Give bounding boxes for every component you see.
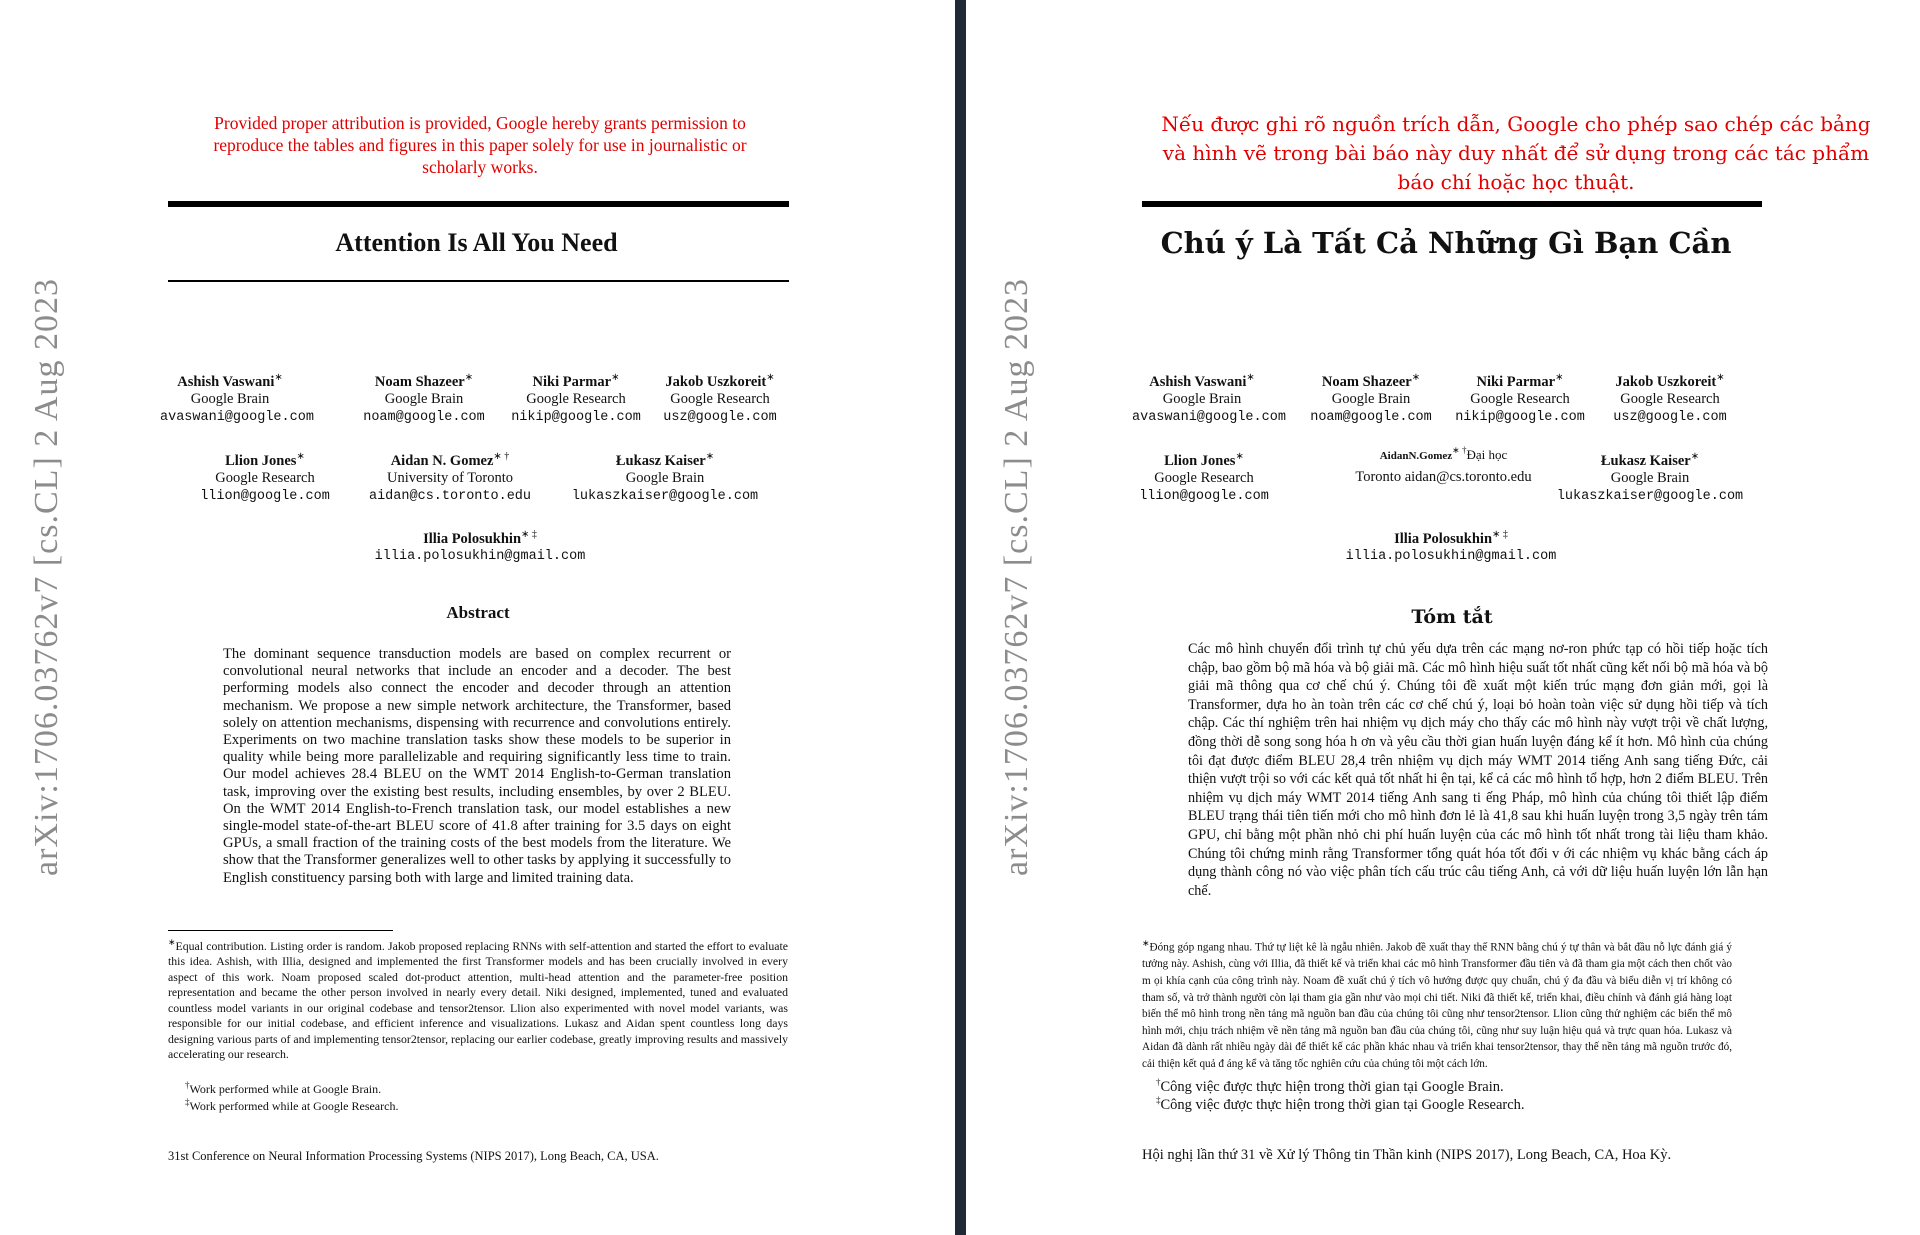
author-block: Niki Parmar∗ Google Research nikip@google.com [511, 372, 641, 425]
arxiv-stamp: arXiv:1706.03762v7 [cs.CL] 2 Aug 2023 [28, 278, 65, 876]
arxiv-stamp: arXiv:1706.03762v7 [cs.CL] 2 Aug 2023 [998, 278, 1035, 876]
footnote-contribution: ∗Equal contribution. Listing order is random. Jakob proposed replacing RNNs with self-attention and started the effort to evaluate this idea. Ashish, with Illia, designed and implemented the first Transformer models and has been crucially involved in every aspect of this work. Noam proposed scaled dot-product attention, multi-head attention and the parameter-free position representation and became the other person involved in nearly every detail. Niki designed, implemented, tuned and evaluated countless model variants in our original codebase and tensor2tensor. Llion also experimented with novel model variants, was responsible for our initial codebase, and efficient inference and visualizations. Lukasz and Aidan spent countless long days designing various parts of and implementing tensor2tensor, replacing our earlier codebase, greatly improving results and massively accelerating our research. [168, 937, 788, 1062]
author-block: Łukasz Kaiser∗ Google Brain lukaszkaiser@google.com [1556, 451, 1744, 504]
abstract-heading: Abstract [446, 603, 510, 622]
author-block: Llion Jones∗ Google Research llion@google.com [1139, 451, 1269, 504]
author-block: Jakob Uszkoreit∗ Google Research usz@google.com [663, 372, 777, 425]
conference-line: Hội nghị lần thứ 31 về Xử lý Thông tin Thần kinh (NIPS 2017), Long Beach, CA, Hoa Kỳ. [1142, 1147, 1672, 1163]
author-block: Noam Shazeer∗ Google Brain noam@google.com [1310, 372, 1432, 425]
permission-notice: Provided proper attribution is provided, Google hereby grants permission to reproduce the tables and figures in this paper solely for use in journalistic or scholarly works. [213, 113, 747, 177]
conference-line: 31st Conference on Neural Information Processing Systems (NIPS 2017), Long Beach, CA, USA. [168, 1149, 659, 1163]
footnote-ddagger: ‡Work performed while at Google Research. [185, 1097, 399, 1113]
abstract-body: The dominant sequence transduction models are based on complex recurrent or convolutional neural networks that include an encoder and a decoder. The best performing models also connect the encoder and decoder through an attention mechanism. We propose a new simple network architecture, the Transformer, based solely on attention mechanisms, dispensing with recurrence and convolutions entirely. Experiments on two machine translation tasks show these models to be superior in quality while being more parallelizable and requiring significantly less time to train. Our model achieves 28.4 BLEU on the WMT 2014 English-to-German translation task, improving over the existing best results, including ensembles, by over 2 BLEU. On the WMT 2014 English-to-French translation task, our model establishes a new single-model state-of-the-art BLEU score of 41.8 after training for 3.5 days on eight GPUs, a small fraction of the training costs of the best models from the literature. We show that the Transformer generalizes well to other tasks by applying it successfully to English constituency parsing both with large and limited training data. [223, 646, 731, 886]
original-paper-page [0, 0, 955, 1235]
author-block: Llion Jones∗ Google Research llion@google.com [200, 451, 330, 504]
footnote-rule [168, 930, 393, 931]
author-block: Niki Parmar∗ Google Research nikip@google.com [1455, 372, 1585, 425]
author-block: Illia Polosukhin∗ ‡ illia.polosukhin@gmail.com [374, 529, 586, 565]
paper-title: Attention Is All You Need [335, 228, 618, 257]
author-block: Noam Shazeer∗ Google Brain noam@google.com [363, 372, 485, 425]
paper-title: Chú ý Là Tất Cả Những Gì Bạn Cần [1160, 226, 1732, 260]
author-block: Ashish Vaswani∗ Google Brain avaswani@google.com [160, 372, 314, 425]
footnote-dagger: †Work performed while at Google Brain. [185, 1080, 382, 1096]
footnote-dagger: †Công việc được thực hiện trong thời gian tại Google Brain. [1156, 1077, 1504, 1095]
abstract-heading: Tóm tắt [1411, 606, 1493, 628]
author-block: Łukasz Kaiser∗ Google Brain lukaszkaiser@google.com [571, 451, 759, 504]
author-block: Aidan N. Gomez∗ † University of Toronto aidan@cs.toronto.edu [368, 451, 532, 504]
page-divider [955, 0, 966, 1235]
abstract-body: Các mô hình chuyển đổi trình tự chủ yếu dựa trên các mạng nơ-ron phức tạp có hồi tiếp hoặc tích chập, bao gồm bộ mã hóa và bộ giải mã. Các mô hình hiệu suất tốt nhất cũng kết nối bộ mã hóa và bộ giải mã thông qua cơ chế chú ý. Chúng tôi đề xuất một kiến trúc mạng đơn giản mới, gọi là Transformer, dựa ho àn toàn trên các cơ chế chú ý, loại bỏ hoàn toàn việc sử dụng hồi tiếp và tích chập. Các thí nghiệm trên hai nhiệm vụ dịch máy cho thấy các mô hình này vượt trội về chất lượng, đồng thời dễ song song hóa h ơn và yêu cầu thời gian huấn luyện đáng kể ít hơn. Mô hình của chúng tôi đạt được điểm BLEU 28,4 trên nhiệm vụ dịch máy WMT 2014 tiếng Anh sang tiếng Đức, cải thiện vượt trội so với các kết quả tốt nhất hi ện tại, kể cả các mô hình tổ hợp, hơn 2 điểm BLEU. Trên nhiệm vụ dịch máy WMT 2014 tiếng Anh sang ti ếng Pháp, mô hình của chúng tôi thiết lập điểm BLEU trạng thái tiên tiến mới cho mô hình đơn lẻ là 41,8 sau khi huấn luyện trong 3,5 ngày trên tám GPU, chỉ bằng một phần nhỏ chi phí huấn luyện của các mô hình tốt nhất trong tài liệu tham khảo. Chúng tôi chứng minh rằng Transformer tổng quát hóa tốt đối v ới các nhiệm vụ khác bằng cách áp dụng thành công nó vào việc phân tích cấu trúc câu tiếng Anh, cả với dữ liệu huấn luyện lớn lẫn hạn chế. [1188, 641, 1768, 899]
translated-paper-page [966, 0, 1920, 1235]
author-block: Illia Polosukhin∗ ‡ illia.polosukhin@gmail.com [1345, 529, 1557, 565]
author-block: AidanN.Gomez∗ †Đại học Toronto aidan@cs.toronto.edu [1355, 445, 1532, 486]
title-bottom-rule [168, 280, 789, 282]
footnote-contribution: ∗Đóng góp ngang nhau. Thứ tự liệt kê là ngẫu nhiên. Jakob đề xuất thay thế RNN bằng chú ý tự thân và bắt đầu nỗ lực đánh giá ý tưởng này. Ashish, cùng với Illia, đã thiết kế và triển khai các mô hình Transformer đầu tiên và đã tham gia một cách then chốt vào m ọi khía cạnh của công trình này. Noam đề xuất chú ý tích vô hướng được quy chuẩn, chú ý đa đầu và biểu diễn vị trí không có tham số, và trở thành người còn lại tham gia gần như vào mọi chi tiết. Niki đã thiết kế, triển khai, điều chỉnh và đánh giá hàng loạt biến thể mô hình trong nền tảng mã nguồn ban đầu của chúng tôi cũng như tensor2tensor. Llion cũng thử nghiệm các biến thể mô hình mới, chịu trách nhiệm về nền tảng mã nguồn ban đầu của chúng tôi, cũng như suy luận hiệu quả và trực quan hóa. Lukasz và Aidan đã dành rất nhiều ngày dài để thiết kế các phần khác nhau và triển khai tensor2tensor, thay thế nền tảng mã nguồn trước đó, cải thiện kết quả đ áng kể và tăng tốc nghiên cứu của chúng tôi một cách lớn. [1142, 938, 1732, 1070]
author-block: Jakob Uszkoreit∗ Google Research usz@google.com [1613, 372, 1727, 425]
footnote-ddagger: ‡Công việc được thực hiện trong thời gian tại Google Research. [1156, 1095, 1525, 1113]
title-top-rule [168, 201, 789, 207]
permission-notice: Nếu được ghi rõ nguồn trích dẫn, Google cho phép sao chép các bảng và hình vẽ trong bài báo này duy nhất để sử dụng trong các tác phẩm báo chí hoặc học thuật. [1161, 112, 1871, 194]
title-top-rule [1142, 201, 1762, 207]
author-block: Ashish Vaswani∗ Google Brain avaswani@google.com [1132, 372, 1286, 425]
